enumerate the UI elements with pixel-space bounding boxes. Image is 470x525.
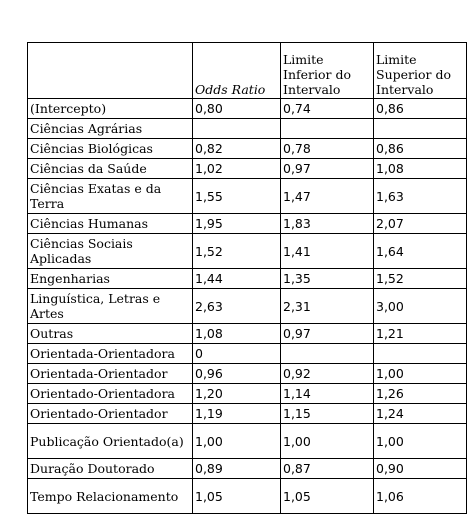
odds-ratio-value: 2,63 [193,289,281,324]
table-row [28,119,467,139]
table-row [28,344,467,364]
table-row [28,269,467,289]
odds-ratio-value [193,119,281,139]
upper-limit-value: 1,21 [374,324,467,344]
row-label: Ciências da Saúde [28,159,193,179]
lower-limit-value: 0,92 [281,364,374,384]
row-label: Ciências Sociais Aplicadas [28,234,193,269]
odds-ratio-value: 0,89 [193,459,281,479]
odds-ratio-value: 1,02 [193,159,281,179]
upper-limit-value: 0,90 [374,459,467,479]
upper-limit-value [374,344,467,364]
upper-limit-value: 0,86 [374,139,467,159]
lower-limit-value: 0,74 [281,99,374,119]
lower-limit-value: 0,97 [281,159,374,179]
odds-ratio-value: 0,80 [193,99,281,119]
upper-limit-value: 3,00 [374,289,467,324]
header-odds-ratio: Odds Ratio [193,43,281,99]
upper-limit-value: 0,86 [374,99,467,119]
upper-limit-value: 1,06 [374,479,467,514]
upper-limit-value: 1,63 [374,179,467,214]
table-header-row [28,43,467,99]
lower-limit-value: 1,41 [281,234,374,269]
odds-ratio-value: 1,05 [193,479,281,514]
upper-limit-value: 1,52 [374,269,467,289]
table-row [28,459,467,479]
lower-limit-value [281,344,374,364]
upper-limit-value: 1,26 [374,384,467,404]
lower-limit-value: 2,31 [281,289,374,324]
lower-limit-value: 1,00 [281,424,374,459]
row-label: Orientado-Orientador [28,404,193,424]
table-row [28,424,467,459]
upper-limit-value: 1,64 [374,234,467,269]
odds-ratio-value: 1,19 [193,404,281,424]
table-row [28,214,467,234]
odds-ratio-value: 0,82 [193,139,281,159]
lower-limit-value: 1,05 [281,479,374,514]
table-row [28,179,467,214]
lower-limit-value: 1,15 [281,404,374,424]
odds-ratio-value: 1,20 [193,384,281,404]
row-label: Engenharias [28,269,193,289]
lower-limit-value: 0,78 [281,139,374,159]
table-row [28,324,467,344]
odds-ratio-value: 0 [193,344,281,364]
header-variable [28,43,193,99]
odds-ratio-value: 1,95 [193,214,281,234]
row-label: Publicação Orientado(a) [28,424,193,459]
lower-limit-value: 1,35 [281,269,374,289]
row-label: Orientada-Orientadora [28,344,193,364]
odds-ratio-value: 1,52 [193,234,281,269]
row-label: Ciências Exatas e da Terra [28,179,193,214]
odds-ratio-value: 1,55 [193,179,281,214]
row-label: Duração Doutorado [28,459,193,479]
row-label: Outras [28,324,193,344]
row-label: Orientado-Orientadora [28,384,193,404]
row-label: Orientada-Orientador [28,364,193,384]
row-label: Tempo Relacionamento [28,479,193,514]
lower-limit-value: 1,83 [281,214,374,234]
lower-limit-value [281,119,374,139]
odds-ratio-value: 1,08 [193,324,281,344]
table-row [28,234,467,269]
lower-limit-value: 1,47 [281,179,374,214]
table-row [28,159,467,179]
row-label: Linguística, Letras e Artes [28,289,193,324]
lower-limit-value: 0,97 [281,324,374,344]
table-row [28,289,467,324]
table-row [28,404,467,424]
lower-limit-value: 1,14 [281,384,374,404]
row-label: Ciências Humanas [28,214,193,234]
lower-limit-value: 0,87 [281,459,374,479]
upper-limit-value: 1,08 [374,159,467,179]
table-row [28,139,467,159]
table-row [28,384,467,404]
upper-limit-value [374,119,467,139]
odds-ratio-value: 1,44 [193,269,281,289]
table-row [28,364,467,384]
upper-limit-value: 2,07 [374,214,467,234]
row-label: Ciências Agrárias [28,119,193,139]
header-lower-limit: Limite Inferior do Intervalo [281,43,374,99]
header-upper-limit: Limite Superior do Intervalo [374,43,467,99]
odds-ratio-table [27,42,467,514]
row-label: Ciências Biológicas [28,139,193,159]
odds-ratio-value: 1,00 [193,424,281,459]
odds-ratio-value: 0,96 [193,364,281,384]
table-row [28,99,467,119]
table-row [28,479,467,514]
upper-limit-value: 1,00 [374,364,467,384]
upper-limit-value: 1,00 [374,424,467,459]
upper-limit-value: 1,24 [374,404,467,424]
row-label: (Intercepto) [28,99,193,119]
